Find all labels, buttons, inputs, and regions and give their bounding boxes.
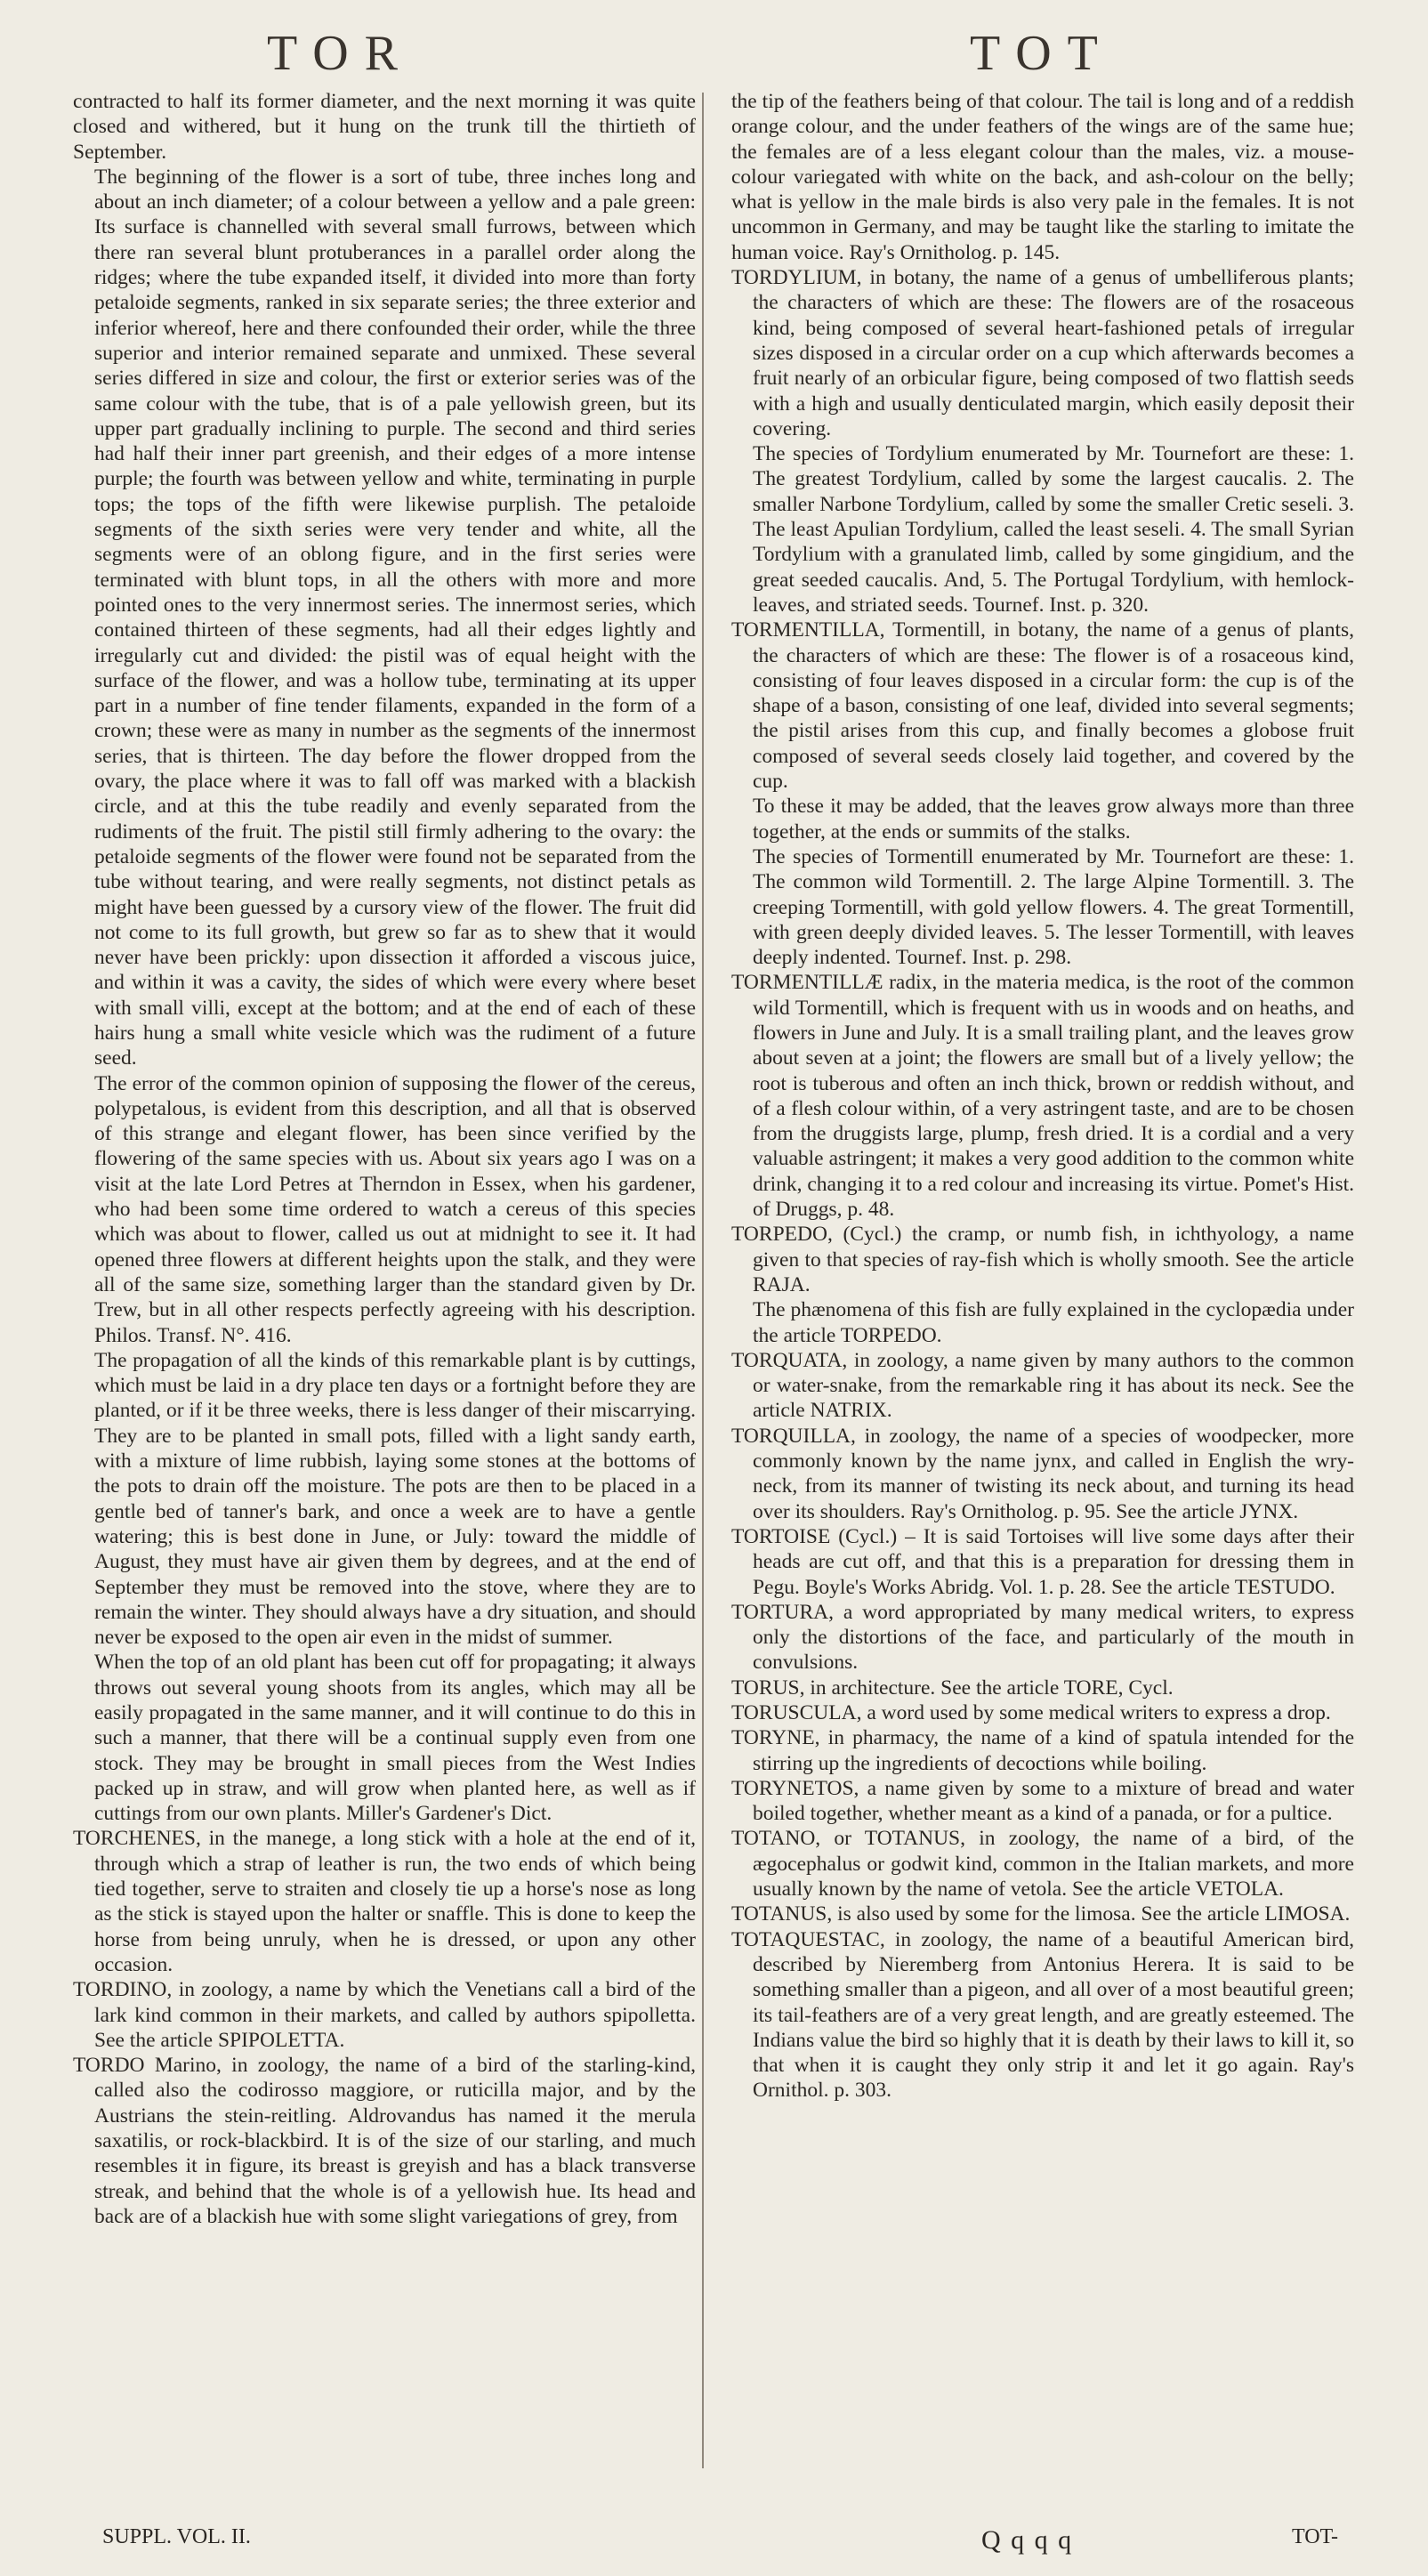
dictionary-entry: TORDYLIUM, in botany, the name of a genus of umbelliferous plants; the characters of which are these: The flowers are of the rosaceous kind, being composed of several heart-fashioned petals of irregular sizes disposed in a circular order on a cup which afterwards becomes a fruit nearly of an orbicular figure, being composed of two flattish seeds with a high and usually denticulated margin, which easily deposit their covering.	[731, 266, 1354, 440]
paragraph: contracted to half its former diameter, and the next morning it was quite closed and withered, but it hung on the trunk till the thirtieth of September.	[73, 90, 696, 164]
right-column	[731, 89, 1354, 2104]
dictionary-entry: TORTOISE (Cycl.) – It is said Tortoises will live some days after their heads are cut off, and that this is a preparation for dressing them in Pegu. Boyle's Works Abridg. Vol. 1. p. 28. See the article TESTUDO.	[731, 1524, 1354, 1599]
paragraph: The propagation of all the kinds of this remarkable plant is by cuttings, which must be laid in a dry place ten days or a fortnight before they are planted, or if it be three weeks, there is less danger of their miscarrying. They are to be planted in small pots, filled with a light sandy earth, with a mixture of lime rubbish, laying some stones at the bottoms of the pots to drain off the moisture. The pots are then to be placed in a gentle bed of tanner's bark, and once a week are to have a gentle watering; this is best done in June, or July: toward the middle of August, they must have air given them by degrees, and at the end of September they must be removed into the stove, where they are to remain the winter. They should always have a dry situation, and should never be exposed to the open air even in the midst of summer.	[94, 1348, 696, 1650]
dictionary-entry: TOTAQUESTAC, in zoology, the name of a beautiful American bird, described by Nieremberg from Antonius Herera. It is said to be something smaller than a pigeon, and all over of a most beautiful green; its tail-feathers are of a very great length, and are greatly esteemed. The Indians value the bird so highly that it is death by their laws to kill it, so that when it is caught they only strip it and let it go again. Ray's Ornithol. p. 303.	[731, 1927, 1354, 2103]
dictionary-entry: TORDO Marino, in zoology, the name of a bird of the starling-kind, called also the codirosso maggiore, or ruticilla major, and by the Austrians the stein-reitling. Aldrovandus has named it the merula saxatilis, or rock-blackbird. It is of the size of our starling, and much resembles it in figure, its breast is greyish and has a black transverse streak, and behind that the whole is of a yellowish hue. Its head and back are of a blackish hue with some slight variegations of grey, from	[73, 2054, 696, 2228]
paragraph: The phænomena of this fish are fully explained in the cyclopædia under the article TORPEDO.	[753, 1298, 1354, 1347]
catchword: TOT-	[1292, 2525, 1339, 2548]
running-head-left: TOR	[267, 26, 414, 81]
signature-mark: Q q q q	[981, 2525, 1074, 2555]
left-column	[73, 89, 696, 2229]
dictionary-entry: TORQUATA, in zoology, a name given by many authors to the common or water-snake, from the remarkable ring it has about its neck. See the article NATRIX.	[731, 1348, 1354, 1423]
dictionary-entry: TORQUILLA, in zoology, the name of a species of woodpecker, more commonly known by the name jynx, and called in English the wry-neck, from its manner of twisting its neck about, and turning its head over its shoulders. Ray's Ornitholog. p. 95. See the article JYNX.	[731, 1424, 1354, 1523]
running-head-right: TOT	[970, 26, 1114, 81]
dictionary-entry: TORYNETOS, a name given by some to a mixture of bread and water boiled together, whether meant as a kind of a panada, or for a pultice.	[731, 1776, 1354, 1826]
dictionary-entry: TORUS, in architecture. See the article TORE, Cycl.	[731, 1676, 1174, 1700]
dictionary-entry: TORMENTILLA, Tormentill, in botany, the name of a genus of plants, the characters of which are these: The flower is of a rosaceous kind, consisting of four leaves disposed in a circular form: the cup is of the shape of a bason, consisting of one leaf, divided into several segments; the pistil arises from this cup, and finally becomes a globose fruit composed of several seeds closely laid together, and covered by the cup.	[731, 618, 1354, 794]
dictionary-entry: TOTANO, or TOTANUS, in zoology, the name of a bird, of the ægocephalus or godwit kind, common in the Italian markets, and more usually known by the name of vetola. See the article VETOLA.	[731, 1827, 1354, 1902]
column-rule	[702, 93, 704, 2468]
paragraph: The species of Tormentill enumerated by Mr. Tournefort are these: 1. The common wild Tormentill. 2. The large Alpine Tormentill. 3. The creeping Tormentill, with gold yellow flowers. 4. The great Tormentill, with green deeply divided leaves. 5. The lesser Tormentill, with leaves deeply indented. Tournef. Inst. p. 298.	[753, 844, 1354, 970]
dictionary-entry: TORYNE, in pharmacy, the name of a kind of spatula intended for the stirring up the ingredients of decoctions while boiling.	[731, 1726, 1354, 1775]
volume-label: SUPPL. VOL. II.	[102, 2525, 251, 2548]
running-head	[0, 25, 1428, 87]
dictionary-entry: TORMENTILLÆ radix, in the materia medica, is the root of the common wild Tormentill, which is frequent with us in woods and on heaths, and flowers in June and July. It is a small trailing plant, and the leaves grow about seven at a joint; the flowers are small but of a lively yellow; the root is tuberous and often an inch thick, brown or reddish without, and of a flesh colour within, of a very astringent taste, and are to be chosen from the druggists large, plump, fresh dried. It is a cordial and a very valuable astringent; it makes a very good addition to the common white drink, changing it to a red colour and increasing its virtue. Pomet's Hist. of Druggs, p. 48.	[731, 971, 1354, 1222]
paragraph: When the top of an old plant has been cut off for propagating; it always throws out several young shoots from its angles, which may all be easily propagated in the same manner, and it will continue to do this in such a manner, that there will be a continual supply even from one stock. They may be brought in small pieces from the West Indies packed up in straw, and will grow when planted here, as well as if cuttings from our own plants. Miller's Gardener's Dict.	[94, 1651, 696, 1826]
paragraph: the tip of the feathers being of that colour. The tail is long and of a reddish orange colour, and the under feathers of the wings are of the same hue; the females are of a less elegant colour than the males, viz. a mouse-colour variegated with white on the back, and ash-colour on the belly; what is yellow in the male birds is also very pale in the females. It is not uncommon in Germany, and may be taught like the starling to imitate the human voice. Ray's Ornitholog. p. 145.	[731, 90, 1354, 264]
paragraph: To these it may be added, that the leaves grow always more than three together, at the ends or summits of the stalks.	[753, 795, 1354, 844]
dictionary-entry: TORTURA, a word appropriated by many medical writers, to express only the distortions of the face, and particularly of the mouth in convulsions.	[731, 1600, 1354, 1675]
dictionary-entry: TORUSCULA, a word used by some medical writers to express a drop.	[731, 1701, 1331, 1724]
dictionary-entry: TOTANUS, is also used by some for the limosa. See the article LIMOSA.	[731, 1902, 1351, 1926]
paragraph: The species of Tordylium enumerated by Mr. Tournefort are these: 1. The greatest Tordylium, called by some the largest caucalis. 2. The smaller Narbone Tordylium, called by some the smaller Cretic seseli. 3. The least Apulian Tordylium, called the least seseli. 4. The small Syrian Tordylium with a granulated limb, called by some gingidium, and the great seeded caucalis. And, 5. The Portugal Tordylium, with hemlock-leaves, and striated seeds. Tournef. Inst. p. 320.	[753, 442, 1354, 617]
page-footer	[0, 2525, 1428, 2561]
dictionary-entry: TORDINO, in zoology, a name by which the Venetians call a bird of the lark kind common in their markets, and called by authors spipolletta. See the article SPIPOLETTA.	[73, 1978, 696, 2052]
paragraph: The beginning of the flower is a sort of tube, three inches long and about an inch diameter; of a colour between a yellow and a pale green: Its surface is channelled with several small furrows, between which there ran several blunt protuberances in a parallel order along the ridges; where the tube expanded itself, it divided into more than forty petaloide segments, ranked in six separate series; the three exterior and inferior whereof, here and there confounded their order, while the three superior and interior remained separate and unmixed. These several series differed in size and colour, the first or exterior series was of the same colour with the tube, that is of a pale yellowish green, but its upper part gradually inclining to purple. The second and third series had half their inner part greenish, and their edges of a more intense purple; the fourth was between yellow and white, terminating in purple tops; the tops of the fifth were likewise purplish. The petaloide segments of the sixth series were very tender and white, all the segments were of an oblong figure, and in the first series were terminated with blunt tops, in all the others with more and more pointed ones to the very innermost series. The innermost series, which contained thirteen of these segments, had all their edges lightly and irregularly cut and divided: the pistil was of equal height with the surface of the flower, and was a hollow tube, terminating at its upper part in a number of fine tender filaments, expanded in the form of a crown; these were as many in number as the segments of the innermost series, that is thirteen. The day before the flower dropped from the ovary, the place where it was to fall off was marked with a blackish circle, and at this the tube readily and evenly separated from the rudiments of the fruit. The pistil still firmly adhering to the ovary: the petaloide segments of the flower were found not be separated from the tube without tearing, and were really segments, not distinct petals as might have been guessed by a cursory view of the flower. The fruit did not come to its full growth, but grew so far as to shew that it would never have been prickly: upon dissection it afforded a viscous juice, and within it was a cavity, the sides of which were every where beset with small villi, except at the bottom; and at the end of each of these hairs hung a small white vesicle which was the rudiment of a future seed.	[94, 165, 696, 1070]
dictionary-entry: TORPEDO, (Cycl.) the cramp, or numb fish, in ichthyology, a name given to that species of ray-fish which is wholly smooth. See the article RAJA.	[731, 1223, 1354, 1296]
dictionary-entry: TORCHENES, in the manege, a long stick with a hole at the end of it, through which a strap of leather is run, the two ends of which being tied together, serve to straiten and closely tie up a horse's nose as long as the stick is stayed upon the halter or snaffle. This is done to keep the horse from being unruly, when he is dressed, or upon any other occasion.	[73, 1827, 696, 1976]
paragraph: The error of the common opinion of supposing the flower of the cereus, polypetalous, is evident from this description, and all that is observed of this strange and elegant flower, has been since verified by the flowering of the same species with us. About six years ago I was on a visit at the late Lord Petres at Therndon in Essex, when his gardener, who had been some time ordered to watch a cereus of this species which was about to flower, called us out at midnight to see it. It had opened three flowers at different heights upon the stalk, and they were all of the same size, something larger than the standard given by Dr. Trew, but in all other respects perfectly agreeing with his description. Philos. Transf. N°. 416.	[94, 1071, 696, 1347]
